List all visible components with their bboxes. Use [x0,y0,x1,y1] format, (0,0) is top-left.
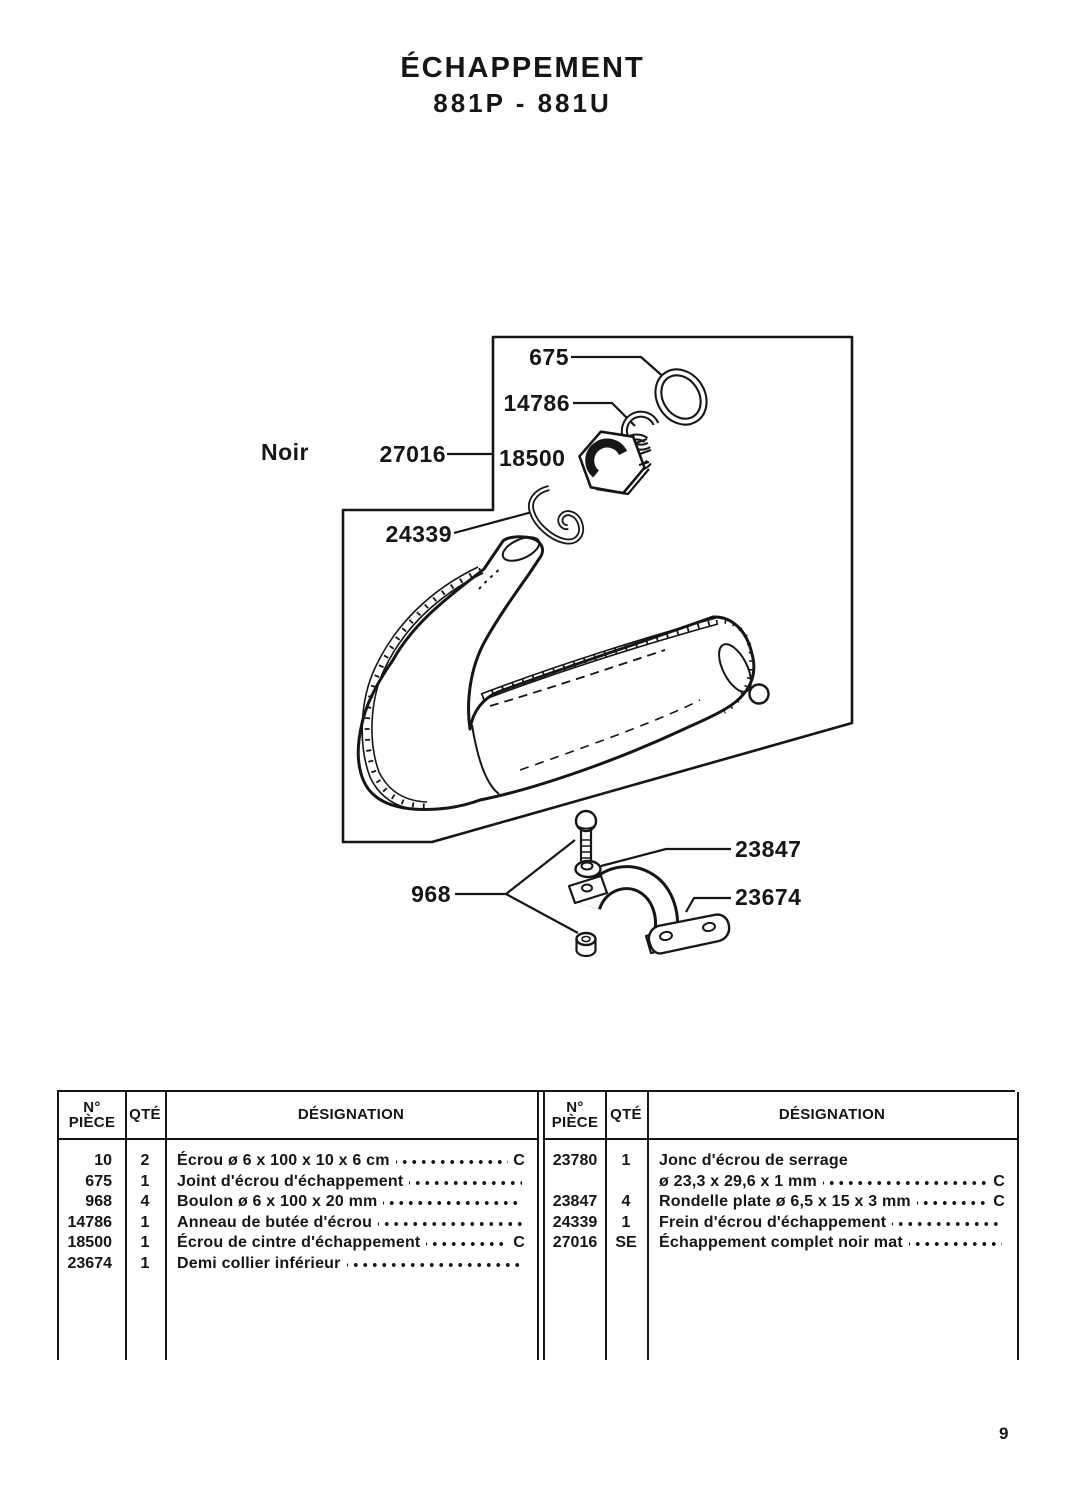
qty-cell: 1 [140,1213,150,1231]
header-rule [59,1138,537,1140]
part-number-cell: 968 [85,1193,112,1211]
part-number-cell: 23674 [67,1254,112,1272]
callout-23847: 23847 [735,836,802,862]
designation-suffix: C [993,1172,1005,1190]
part-number-cell: 14786 [67,1213,112,1231]
header-qty: QTÉ [129,1106,161,1124]
designation-cell [647,1192,1017,1213]
leader-line [601,849,731,866]
part-number-cell: 23780 [552,1152,598,1169]
designation-text: Écrou ø 6 x 100 x 10 x 6 cm [177,1152,390,1169]
header-rule [545,1138,1017,1140]
page-title-block [0,52,1045,118]
qty-cell: 1 [140,1172,150,1190]
designation-suffix: C [513,1234,525,1252]
leader-line [454,512,532,533]
part-number-cell: 18500 [67,1234,112,1252]
designation-text: Frein d'écrou d'échappement [659,1213,887,1231]
dot-leader [909,1233,1002,1254]
page-subtitle: 881P - 881U [433,88,612,118]
designation-cell [165,1172,537,1193]
qty-cell: 1 [140,1254,150,1272]
ring-nut-drawing [580,432,652,494]
parts-rows-left [59,1151,537,1275]
designation-text: ø 23,3 x 29,6 x 1 mm [659,1172,817,1190]
table-row [59,1192,537,1213]
header-designation: DÉSIGNATION [297,1106,405,1124]
qty-cell: 1 [621,1152,631,1169]
table-header [545,1092,1017,1138]
designation-text: Boulon ø 6 x 100 x 20 mm [177,1193,378,1211]
table-row [545,1151,1017,1192]
table-header [59,1092,537,1138]
qty-cell: 1 [621,1213,631,1231]
dot-leader [892,1213,1002,1234]
table-row [545,1233,1017,1254]
bolt-drawing [576,811,596,861]
qty-cell: 4 [140,1193,150,1211]
designation-cell [165,1192,537,1213]
part-number-cell: 23847 [552,1193,598,1211]
callout-noir: Noir [261,439,309,465]
qty-cell: 4 [621,1193,631,1211]
callout-24339: 24339 [385,521,452,547]
designation-text: Joint d'écrou d'échappement [177,1172,404,1190]
leader-line [686,898,731,912]
header-part-number: N° PIÈCE [68,1098,116,1131]
part-number-cell: 675 [85,1172,112,1190]
table-row [59,1172,537,1193]
table-row [545,1213,1017,1234]
designation-suffix: C [993,1193,1005,1211]
header-part-number: N° PIÈCE [551,1098,599,1131]
designation-cell [647,1213,1017,1234]
dot-leader [396,1151,509,1172]
designation-text: Demi collier inférieur [177,1254,341,1272]
callout-18500: 18500 [499,445,566,471]
part-number-cell: 10 [94,1152,112,1169]
dot-leader [409,1172,522,1193]
table-row [545,1192,1017,1213]
qty-cell: 2 [140,1152,150,1169]
header-designation: DÉSIGNATION [778,1106,886,1124]
part-number-cell: 27016 [552,1234,598,1252]
designation-cell [165,1254,537,1275]
parts-table-right [543,1092,1019,1360]
callout-675: 675 [529,344,569,370]
callout-27016: 27016 [379,441,446,467]
parts-rows-right [545,1151,1017,1254]
table-row [59,1213,537,1234]
designation-cell [647,1233,1017,1254]
table-row [59,1254,537,1275]
header-qty: QTÉ [610,1106,642,1124]
leader-line [571,357,667,380]
qty-cell: 1 [140,1234,150,1252]
designation-text: Anneau de butée d'écrou [177,1213,373,1231]
dot-leader [426,1233,508,1254]
designation-cell [165,1213,537,1234]
dot-leader [347,1254,522,1275]
callout-14786: 14786 [503,390,570,416]
parts-table [57,1090,1015,1360]
dot-leader [823,1172,988,1193]
designation-cell [165,1151,537,1172]
outlet-nub-drawing [750,685,769,704]
designation-text: Rondelle plate ø 6,5 x 15 x 3 mm [659,1193,911,1211]
spring-clip-drawing [531,488,581,542]
dot-leader [917,1192,988,1213]
parts-table-left [57,1092,539,1360]
callout-968: 968 [411,881,451,907]
small-nut-drawing [577,933,596,956]
dot-leader [383,1192,522,1213]
page-title: ÉCHAPPEMENT [400,52,645,84]
table-row [59,1151,537,1172]
leader-line [455,840,578,933]
table-row [59,1233,537,1254]
designation-cell [165,1233,537,1254]
dot-leader [378,1213,522,1234]
page-number: 9 [999,1424,1009,1443]
washer-drawing [576,861,601,877]
callout-23674: 23674 [735,884,802,910]
designation-suffix: C [513,1152,525,1169]
designation-text: Échappement complet noir mat [659,1234,903,1252]
designation-text: Jonc d'écrou de serrage [659,1152,848,1169]
designation-text: Écrou de cintre d'échappement [177,1234,421,1252]
designation-cell [647,1151,1017,1192]
qty-cell: SE [615,1234,637,1252]
part-number-cell: 24339 [552,1213,598,1231]
